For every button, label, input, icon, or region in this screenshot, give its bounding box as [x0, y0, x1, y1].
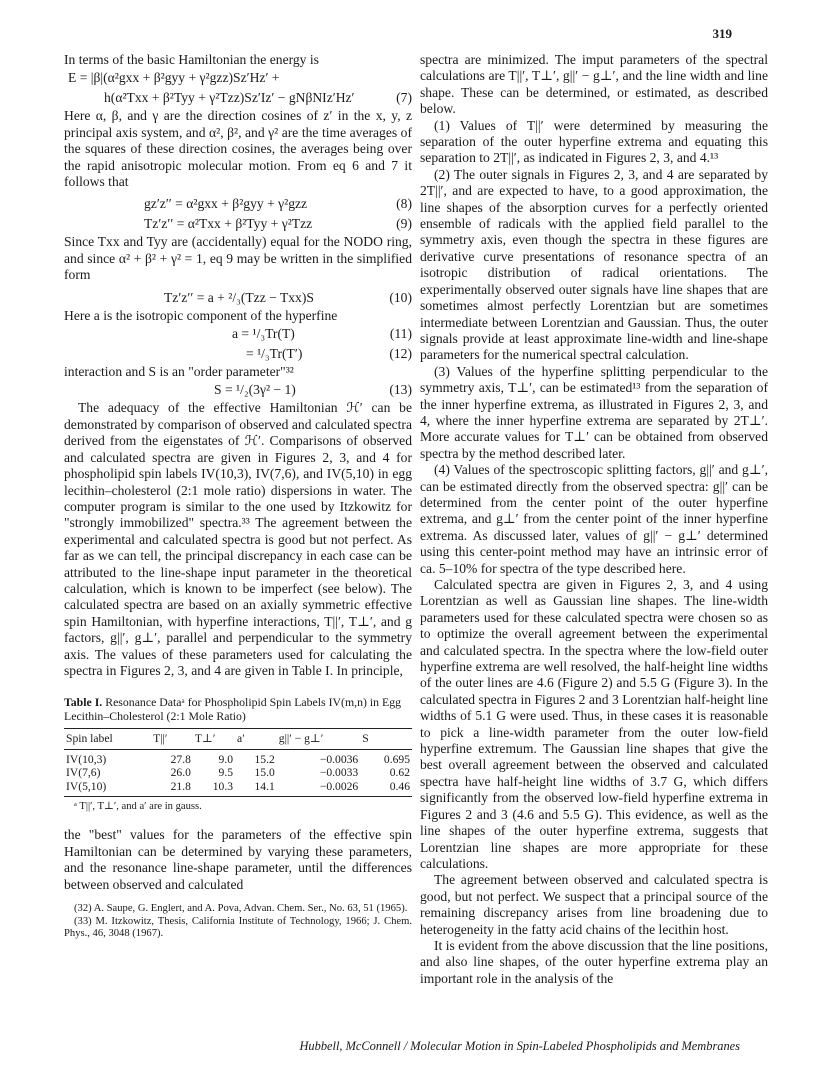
equation-12-number: (12): [389, 346, 412, 362]
equation-13: [64, 380, 412, 400]
equation-12-body: = ¹/₃Tr(T′): [246, 346, 303, 362]
equation-10-number: (10): [389, 289, 412, 305]
table-cell: 9.5: [218, 766, 234, 780]
table-1-footnote: ᵃ T||′, T⊥′, and a′ are in gauss.: [74, 801, 202, 813]
table-cell: 0.62: [389, 766, 410, 780]
paragraph-item-1: (1) Values of T||′ were determined by measuring the separation of the outer hyperfine extrema and equating this separation to 2T||′, as indicated in Figures 2, 3, and 4.¹³: [420, 117, 768, 166]
equation-12: [64, 344, 412, 364]
equation-8-body: gz′z′′ = α²gxx + β²gyy + γ²gzz: [144, 196, 308, 212]
resonance-data-table: [64, 728, 412, 797]
equation-13-number: (13): [389, 382, 412, 398]
table-cell: −0.0033: [319, 766, 359, 780]
table-row: [64, 749, 412, 766]
running-footer: Hubbell, McConnell / Molecular Motion in Spin-Labeled Phospholipids and Membranes: [299, 1039, 740, 1053]
equation-7-line-2: [64, 88, 412, 108]
paragraph-spectra-minimized: spectra are minimized. The imput parameters of the spectral calculations are T||′, T⊥′, g||′ − g⊥′, and the line width and line shape. These can be determined, or estimated, as described below.: [420, 52, 768, 117]
table-cell: IV(5,10): [64, 780, 151, 797]
reference-33: (33) M. Itzkowitz, Thesis, California Institute of Technology, 1966; J. Chem. Phys., 46, 3048 (1967).: [64, 915, 412, 940]
page-number: 319: [712, 26, 732, 41]
column-header-order-parameter: S: [360, 729, 412, 750]
right-column: [420, 52, 768, 987]
paragraph-item-2: (2) The outer signals in Figures 2, 3, and 4 are separated by 2T||′, and are expected to have, to a good approximation, the line shapes of the absorption curves for a perfectly oriented ensemble of radicals with the applied field parallel to the symmetry axis, even though the spectra in these figures are derivative curve presentations of resonance spectra of an isotropic distribution of radical orientations. The experimentally observed outer signals have line shapes that are sometimes almost perfectly Lorentzian but are sometimes intermediate between Lorentzian and Gaussian. Thus, the outer signals provide at least approximate line-width and line-shape parameters for the numerical spectral calculation.: [420, 166, 768, 363]
table-header-row: [64, 729, 412, 750]
table-1-caption-text: Resonance Dataᵃ for Phospholipid Spin Labels IV(m,n) in Egg Lecithin–Cholesterol (2:1 Mole Ratio): [64, 695, 402, 724]
paragraph-item-4: (4) Values of the spectroscopic splitting factors, g||′ and g⊥′, can be estimated directly from the observed spectra: g||′ can be determined from the center point of the outer hyperfine extrema, and g⊥′ from the center point of the inner hyperfine extrema. As discussed later, values of g||′ − g⊥′ determined using this center-point method may have an intrinsic error of ca. 5–10% for spectra of the type described here.: [420, 462, 768, 576]
paragraph-adequacy: The adequacy of the effective Hamiltonian ℋ′ can be demonstrated by comparison of observed and calculated spectra derived from the eigenstates of ℋ′. Comparisons of observed and calculated spectra are given in Figures 2, 3, and 4 for phospholipid spin labels IV(10,3), IV(7,6), and IV(5,10) in egg lecithin–cholesterol (2:1 mole ratio) dispersions in water. The computer program is similar to the one used by Itzkowitz for "strongly immobilized" spectra.³³ The agreement between the experimental and calculated spectra is good but not perfect. As far as we can tell, the principal discrepancy in each case can be attributed to the line-shape input parameter in the theoretical calculation, which is known to be imperfect (see below). The calculated spectra are based on an axially symmetric effective spin Hamiltonian, with hyperfine interactions, T||′, T⊥′, and g factors, g||′, g⊥′, parallel and perpendicular to the symmetry axis. The values of these parameters used for calculating the spectra in Figures 2, 3, and 4 are given in Table I. In principle,: [64, 400, 412, 678]
equation-11: [64, 324, 412, 344]
equation-11-body: a = ¹/₃Tr(T): [232, 326, 295, 342]
paragraph-isotropic: Here a is the isotropic component of the hyperfine: [64, 307, 338, 323]
paragraph-agreement: The agreement between observed and calculated spectra is good, but not perfect. We suspect that a principal source of the remaining discrepancy arises from line broadening due to heterogeneity in the fatty acid chains of the lecithin host.: [420, 872, 768, 937]
table-cell: −0.0026: [277, 780, 360, 797]
paragraph-since: Since Txx and Tyy are (accidentally) equal for the NODO ring, and since α² + β² + γ² = 1, eq 9 may be written in the simplified form: [64, 234, 412, 283]
column-header-spin-label: Spin label: [64, 729, 151, 750]
equation-8: [64, 194, 412, 214]
table-cell: 9.0: [218, 752, 234, 766]
table-cell: 27.8: [170, 752, 191, 766]
paragraph-direction-cosines: Here α, β, and γ are the direction cosines of z′ in the x, y, z principal axis system, and α², β², and γ² are the time averages of the squares of these direction cosines, the averages being over the rapid anisotropic molecular motion. From eq 6 and 7 it follows that: [64, 108, 412, 190]
table-cell: 14.1: [235, 780, 277, 797]
equation-9: [64, 214, 412, 234]
equation-7-line-1-body: E = |β|(α²gxx + β²gyy + γ²gzz)Sz′Hz′ +: [68, 70, 280, 86]
equation-10-body: Tz′z′′ = a + ²/₃(Tzz − Txx)S: [164, 289, 314, 305]
equation-11-number: (11): [389, 326, 412, 342]
table-cell: 21.8: [151, 780, 193, 797]
table-cell: 0.695: [383, 752, 410, 766]
paragraph-best-values: the "best" values for the parameters of the effective spin Hamiltonian can be determined by varying these parameters, and the resonance line-shape parameter, until the differences between observed and calculated: [64, 827, 412, 892]
table-1-label: Table I.: [64, 695, 103, 710]
reference-32: (32) A. Saupe, G. Englert, and A. Pova, Advan. Chem. Ser., No. 63, 51 (1965).: [74, 903, 408, 914]
column-header-a-prime: a′: [235, 729, 277, 750]
references: [64, 903, 412, 941]
paragraph-item-3: (3) Values of the hyperfine splitting perpendicular to the symmetry axis, T⊥′, can be estimated¹³ from the separation of the inner hyperfine extrema, as illustrated in Figures 2, 3, and 4, where the inner hyperfine extrema are separated by 2T⊥′. More accurate values for T⊥′ can be obtained from observed spectra by the method described later.: [420, 363, 768, 461]
equation-7-number: (7): [396, 90, 412, 106]
paragraph-intro: In terms of the basic Hamiltonian the energy is: [64, 52, 319, 67]
equation-7-line-2-body: h(α²Txx + β²Tyy + γ²Tzz)Sz′Iz′ − gNβNIz′Hz′: [104, 90, 355, 106]
equation-13-body: S = ¹/₂(3γ² − 1): [214, 382, 296, 398]
column-header-g-difference: g||′ − g⊥′: [277, 729, 360, 750]
table-row: [64, 766, 412, 780]
equation-8-number: (8): [396, 196, 412, 212]
table-1-caption: [64, 695, 412, 723]
table-cell: 26.0: [170, 766, 191, 780]
table-cell: 15.2: [254, 752, 275, 766]
equation-9-number: (9): [396, 216, 412, 232]
table-cell: IV(7,6): [66, 766, 101, 780]
table-1: [64, 695, 412, 813]
paragraph-evident: It is evident from the above discussion that the line positions, and also line shapes, of the outer hyperfine extrema play an important role in the analysis of the: [420, 937, 768, 986]
equation-10: [64, 288, 412, 308]
table-cell: 10.3: [193, 780, 235, 797]
paragraph-calculated-spectra: Calculated spectra are given in Figures 2, 3, and 4 using Lorentzian as well as Gaussian line shapes. The line-width parameters used for these calculated spectra were chosen so as to optimize the overall agreement between the experimental and calculated spectra. In the spectra where the low-field outer hyperfine extrema are well resolved, the half-height line widths of the outer lines are 4.6 (Figure 2) and 5.5 G (Figure 3). In the calculated spectra in Figures 2 and 3 Lorentzian half-height line widths of 5.1 G were used. Thus, in these cases it is reasonable to pick a line-width parameter from the outer low-field hyperfine extremum. The Gaussian line shapes that give the best overall agreement between the observed and calculated spectra have half-height line widths of 3.7 G, which differs significantly from the observed low-field hyperfine extrema in Figures 2 and 3 (4.6 and 5.5 G). This evidence, as well as the line shapes of the outer hyperfine extrema, suggests that Lorentzian line shapes are more appropriate for these calculations.: [420, 577, 768, 871]
left-column: [64, 52, 412, 941]
column-header-t-perpendicular: T⊥′: [193, 729, 235, 750]
table-cell: −0.0036: [319, 752, 359, 766]
column-header-t-parallel: T||′: [151, 729, 193, 750]
paragraph-order-parameter: interaction and S is an "order parameter"³²: [64, 364, 294, 380]
table-cell: 15.0: [254, 766, 275, 780]
table-cell: IV(10,3): [66, 752, 107, 766]
equation-7-line-1: [64, 68, 412, 88]
equation-9-body: Tz′z′′ = α²Txx + β²Tyy + γ²Tzz: [144, 216, 313, 232]
table-row: [64, 780, 412, 797]
table-cell: 0.46: [360, 780, 412, 797]
